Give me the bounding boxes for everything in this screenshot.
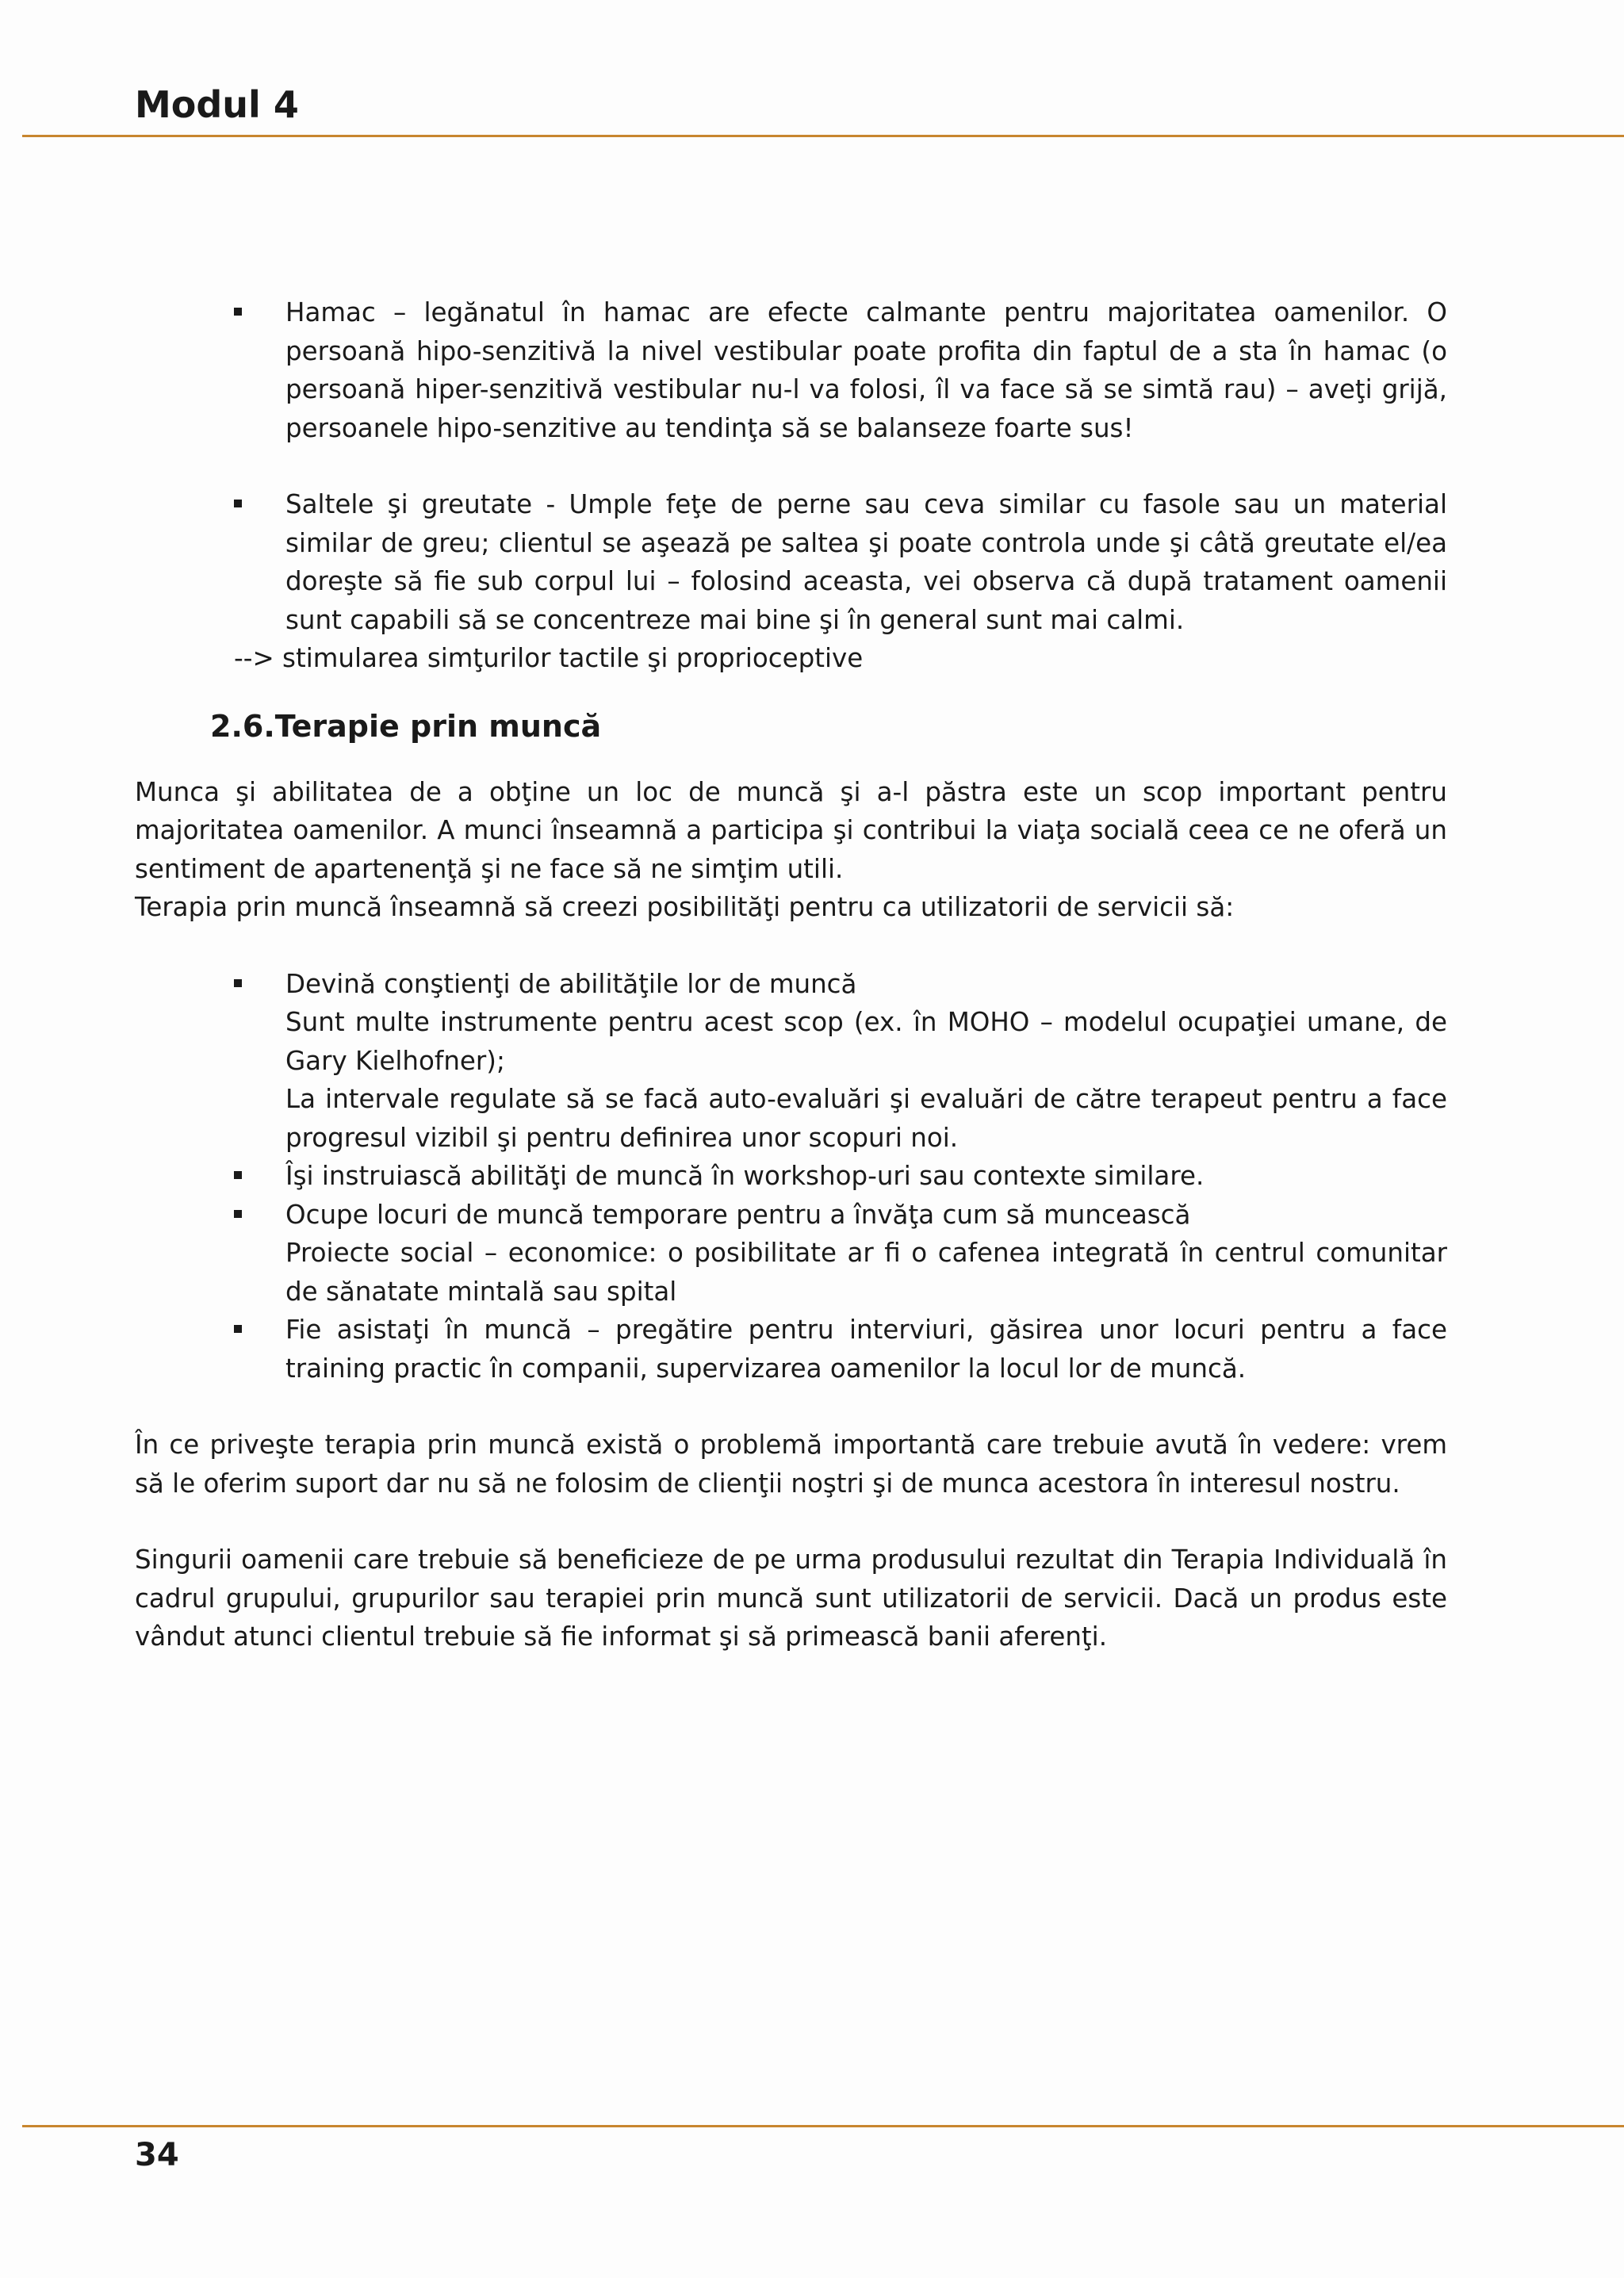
list-item	[135, 965, 1447, 1158]
spacer	[135, 1388, 1447, 1426]
concern-paragraph: În ce priveşte terapia prin muncă există o problemă importantă care trebuie avută în vedere: vrem să le oferim suport dar nu să ne folosim de clienţii noştri şi de munca acestora în interesul nostru.	[135, 1430, 1447, 1499]
list-item-line: La intervale regulate să se facă auto-evaluări şi evaluări de către terapeut pentru a face progresul vizibil şi pentru definirea unor scopuri noi.	[285, 1084, 1447, 1153]
list-item-text: Hamac – legănatul în hamac are efecte calmante pentru majoritatea oamenilor. O persoană hipo-senzitivă la nivel vestibular poate profita din faptul de a sta în hamac (o persoană hiper-senzitivă vestibular nu-l va folosi, îl va face să se simtă rau) – aveţi grijă, persoanele hipo-senzitive au tendinţa să se balanseze foarte sus!	[285, 297, 1447, 443]
page-header-title: Modul 4	[135, 83, 299, 126]
header-divider	[22, 135, 1624, 137]
stimulation-note: --> stimularea simţurilor tactile şi proprioceptive	[234, 643, 864, 673]
beneficiaries-paragraph: Singurii oamenii care trebuie să beneficieze de pe urma produsului rezultat din Terapia Individuală în cadrul grupului, grupurilor sau terapiei prin muncă sunt utilizatorii de servicii. Dacă un produs este vândut atunci clientul trebuie să fie informat şi să primească banii aferenţi.	[135, 1545, 1447, 1652]
footer-divider	[22, 2125, 1624, 2127]
list-item	[135, 293, 1447, 447]
square-bullet-icon	[234, 1325, 242, 1333]
list-item-line: Îşi instruiască abilităţi de muncă în workshop-uri sau contexte similare.	[285, 1161, 1205, 1191]
square-bullet-icon	[234, 500, 242, 507]
list-item	[135, 485, 1447, 639]
work-therapy-goals-list	[135, 965, 1447, 1388]
section-heading: 2.6.Terapie prin muncă	[210, 708, 602, 744]
list-item-line: Devină conştienţi de abilităţile lor de muncă	[285, 968, 857, 999]
spacer	[135, 927, 1447, 965]
page-number: 34	[135, 2137, 179, 2173]
list-item	[135, 1196, 1447, 1311]
list-item	[135, 1311, 1447, 1388]
therapy-tools-list	[135, 293, 1447, 639]
square-bullet-icon	[234, 308, 242, 316]
page-content	[135, 293, 1447, 1656]
spacer	[135, 447, 1447, 485]
square-bullet-icon	[234, 1210, 242, 1218]
list-item-line: Sunt multe instrumente pentru acest scop (ex. în MOHO – modelul ocupaţiei umane, de Gary Kielhofner);	[285, 1007, 1447, 1076]
spacer	[135, 1503, 1447, 1541]
list-item-line: Proiecte social – economice: o posibilitate ar fi o cafenea integrată în centrul comunitar de sănatate mintală sau spital	[285, 1238, 1447, 1307]
list-item	[135, 1157, 1447, 1196]
intro-paragraph: Munca şi abilitatea de a obţine un loc de muncă şi a-l păstra este un scop important pentru majoritatea oamenilor. A munci înseamnă a participa şi contribui la viaţa socială ceea ce ne oferă un sentiment de apartenenţă şi ne face să ne simţim utili.	[135, 776, 1447, 884]
list-item-line: Ocupe locuri de muncă temporare pentru a învăţa cum să muncească	[285, 1199, 1191, 1230]
square-bullet-icon	[234, 1171, 242, 1179]
intro-line: Terapia prin muncă înseamnă să creezi posibilităţi pentru ca utilizatorii de servicii să:	[135, 892, 1235, 922]
list-item-line: Fie asistaţi în muncă – pregătire pentru interviuri, găsirea unor locuri pentru a face training practic în companii, supervizarea oamenilor la locul lor de muncă.	[285, 1315, 1447, 1384]
list-item-text: Saltele şi greutate - Umple feţe de perne sau ceva similar cu fasole sau un material similar de greu; clientul se aşează pe saltea şi poate controla unde şi câtă greutate el/ea doreşte să fie sub corpul lui – folosind aceasta, vei observa că după tratament oamenii sunt capabili să se concentreze mai bine şi în general sunt mai calmi.	[285, 489, 1447, 635]
square-bullet-icon	[234, 979, 242, 987]
